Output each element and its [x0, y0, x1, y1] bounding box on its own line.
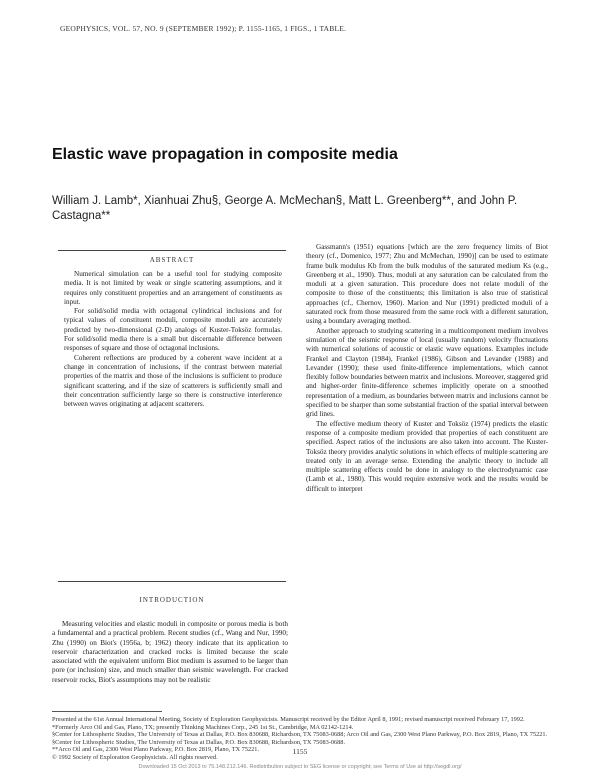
- abstract-heading: ABSTRACT: [149, 256, 195, 264]
- abstract-paragraph: For solid/solid media with octagonal cylindrical inclusions and for typical values of constituent moduli, composite moduli are accurately predicted by two-dimensional (2-D) analogs of Kuster-Toksöz formulas. For solid/solid media there is a small but discernable difference between responses of square and those of octagonal inclusions.: [64, 307, 282, 353]
- footnote: © 1992 Society of Exploration Geophysicists. All rights reserved.: [52, 753, 218, 761]
- body-paragraph: Gassmann's (1951) equations [which are the zero frequency limits of Biot theory (cf., Domenico, 1977; Zhu and McMechan, 1990)] can be used to estimate frame bulk modulus Kb from the bulk modulus of the saturated medium Ks (e.g., Greenberg et al., 1990). Thus, moduli at any saturation can be calculated from the moduli at a given saturation. This procedure does not relate moduli of the composite to those of the constituents; this limitation is also true of statistical approaches (cf., Chernov, 1960). Marion and Nur (1991) predicted moduli of a saturated rock from those measured from the same rock with a different saturation, using a boundary averaging method.: [306, 243, 548, 326]
- abstract-paragraph: Numerical simulation can be a useful tool for studying composite media. It is not limited by weak or single scattering assumptions, and it requires only constituent properties and an arrangement of constituents as input.: [64, 270, 282, 306]
- abstract-paragraph: Coherent reflections are produced by a coherent wave incident at a change in concentration of inclusions, if the contrast between material properties of the matrix and those of the inclusions is sufficient to produce significant scattering, and if the size of scatterers is sufficiently small and their concentration sufficiently large so there is constructive interference between waves originating at adjacent scatterers.: [64, 353, 282, 409]
- right-column-text: [306, 243, 548, 494]
- footnote: Presented at the 61st Annual International Meeting, Society of Exploration Geophysicists. Manuscript received by the Editor April 8, 1991; revised manuscript received February 17, 1992.: [52, 716, 525, 723]
- left-column-text: [52, 620, 288, 685]
- download-notice: Downloaded 15 Oct 2013 to 75.148.212.146. Redistribution subject to SEG license or copyright; see Terms of Use at http://segdl.org/: [138, 764, 462, 770]
- page-number: 1155: [292, 747, 308, 756]
- abstract-body: [64, 270, 282, 409]
- intro-paragraph: Measuring velocities and elastic moduli in composite or porous media is both a fundamental and a practical problem. Recent studies (cf., Wang and Nur, 1990; Zhu (1990) on Biot's (1956a, b; 1962) theory indicate that its application to reservoir characterization and cracked rocks is limited because the scale associated with the equivalent uniform Biot medium is assumed to be larger than pore (or inclusion) size, and much smaller than seismic wavelength. For cracked reservoir rocks, Biot's assumptions may not be realistic: [52, 620, 288, 684]
- article-title: Elastic wave propagation in composite media: [52, 146, 398, 163]
- journal-header: GEOPHYSICS, VOL. 57, NO. 9 (SEPTEMBER 1992); P. 1155-1165, 1 FIGS., 1 TABLE.: [60, 24, 347, 33]
- author-list: William J. Lamb*, Xianhuai Zhu§, George A. McMechan§, Matt L. Greenberg**, and John P. Castagna**: [52, 195, 518, 222]
- body-paragraph: The effective medium theory of Kuster and Toksöz (1974) predicts the elastic response of a composite medium provided that properties of each constituent are specified. Aspect ratios of the inclusions are also taken into account. The Kuster-Toksöz theory provides analytic solutions in which effects of multiple scattering are treated only in an average sense. Extending the analytic theory to include all multiple scattering effects could be done in analogy to the electrodynamic case (Lamb et al., 1980). This would require extensive work and the results would be difficult to interpret: [306, 419, 548, 493]
- footnote: §Center for Lithospheric Studies, The University of Texas at Dallas, P.O. Box 830688, Richardson, TX 75083-0688; Arco Oil and Gas, 2300 West Plano Parkway, P.O. Box 2819, Plano, TX 75221.: [52, 731, 548, 739]
- body-paragraph: Another approach to studying scattering in a multicomponent medium involves simulation of the seismic response of local (usually random) velocity fluctuations with numerical solutions of acoustic or elastic wave equations. Examples include Frankel and Clayton (1984), Frankel (1986), Gibson and Levander (1988) and Levander (1990); these used finite-difference implementations, which cannot flexibly follow boundaries between matrix and inclusions. Moreover, staggered grid and higher-order finite-difference schemes implicitly operate on a smoothed representation of a medium, as boundaries between matrix and inclusions cannot be specified to be sharper than some substantial fraction of the spatial interval between grid lines.: [306, 326, 548, 419]
- footnote: *Formerly Arco Oil and Gas, Plano, TX; presently Thinking Machines Corp., 245 1st St., Cambridge, MA 02142-1214.: [52, 723, 354, 731]
- footnote: **Arco Oil and Gas, 2300 West Plano Parkway, P.O. Box 2819, Plano, TX 75221.: [52, 746, 259, 754]
- footnote-rule: [52, 711, 162, 712]
- introduction-heading: INTRODUCTION: [139, 596, 205, 604]
- footnote: §Center for Lithospheric Studies, The University of Texas at Dallas, P.O. Box 830688, Richardson, TX 75083-0688.: [52, 738, 346, 746]
